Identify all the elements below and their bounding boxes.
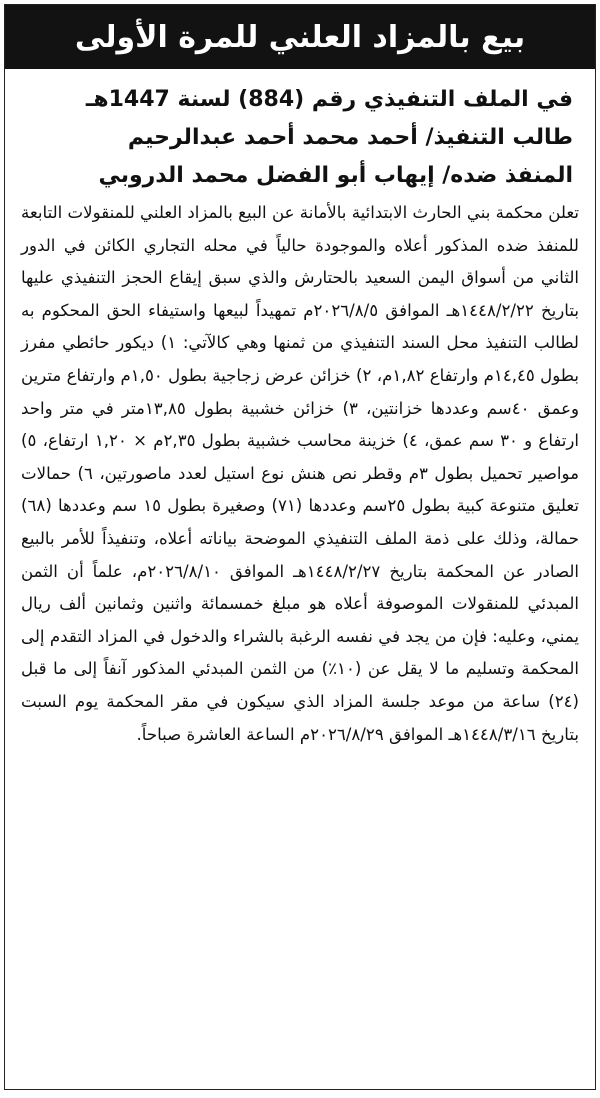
notice-title: بيع بالمزاد العلني للمرة الأولى xyxy=(5,5,595,69)
defendant-line: المنفذ ضده/ إيهاب أبو الفضل محمد الدروبي xyxy=(98,163,573,188)
case-heading xyxy=(5,69,595,195)
case-file-line: في الملف التنفيذي رقم (884) لسنة 1447هـ xyxy=(85,87,573,112)
notice-body: تعلن محكمة بني الحارث الابتدائية بالأمانة عن البيع بالمزاد العلني للمنقولات التابعة للمنفذ ضده المذكور أعلاه والموجودة حالياً في محله التجاري الكائن في الدور الثاني من أسواق اليمن السعيد بالحتارش والذي سبق إيقاع الحجز التنفيذي عليها بتاريخ ١٤٤٨/٢/٢٢هـ الموافق ٢٠٢٦/٨/٥م تمهيداً لبيعها واستيفاء الحق المحكوم به لطالب التنفيذ محل السند التنفيذي من ثمنها وهي كالآتي: ١) ديكور حائطي مفرز بطول ١٤,٤٥م وارتفاع ١,٨٢م، ٢) خزائن عرض زجاجية بطول ١,٥٠م وارتفاع مترين وعمق ٤٠سم وعددها خزانتين، ٣) خزائن خشبية بطول ١٣,٨٥متر في متر واحد ارتفاع و ٣٠ سم عمق، ٤) خزينة محاسب خشبية بطول ٢,٣٥م × ١,٢٠ ارتفاع، ٥) مواصير تحميل بطول ٣م وقطر نص هنش نوع استيل لعدد ماصورتين، ٦) حمالات تعليق متنوعة كبية بطول ٢٥سم وعددها (٧١) وصغيرة بطول ١٥ سم وعددها (٦٨) حمالة، وذلك على ذمة الملف التنفيذي الموضحة بياناته أعلاه، وتنفيذاً للأمر بالبيع الصادر عن المحكمة بتاريخ ١٤٤٨/٢/٢٧هـ الموافق ٢٠٢٦/٨/١٠م، علماً أن الثمن المبدئي للمنقولات الموصوفة أعلاه هو مبلغ خمسمائة واثنين وثمانين ألف ريال يمني، وعليه: فإن من يجد في نفسه الرغبة بالشراء والدخول في المزاد التقدم إلى المحكمة وتسليم ما لا يقل عن (١٠٪) من الثمن المبدئي المذكور آنفاً إلى ما قبل (٢٤) ساعة من موعد جلسة المزاد الذي سيكون في مقر المحكمة يوم السبت بتاريخ ١٤٤٨/٣/١٦هـ الموافق ٢٠٢٦/٨/٢٩م الساعة العاشرة صباحاً. xyxy=(21,203,580,744)
execution-requester-line: طالب التنفيذ/ أحمد محمد أحمد عبدالرحيم xyxy=(127,125,573,150)
auction-notice xyxy=(4,4,596,1090)
